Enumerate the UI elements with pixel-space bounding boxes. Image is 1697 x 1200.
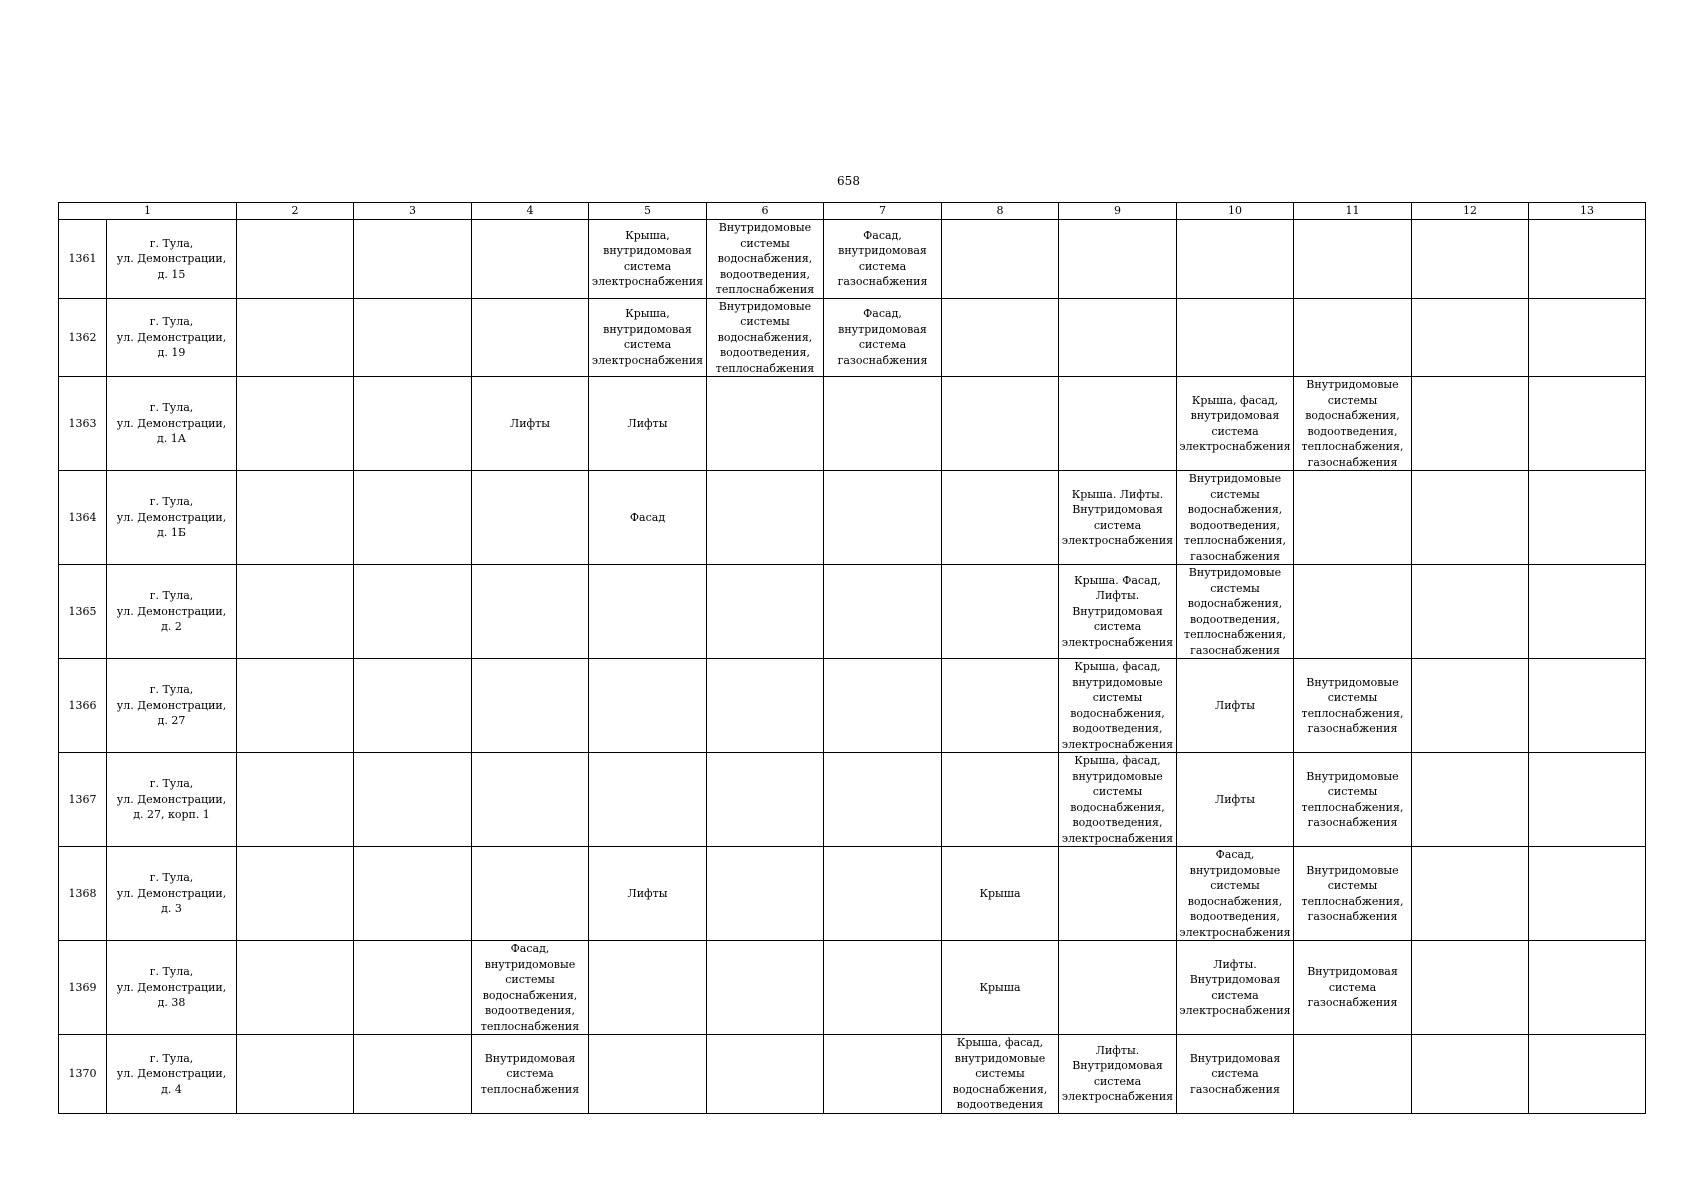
row-cell-col-11: [1294, 565, 1412, 659]
row-cell-col-2: [237, 220, 354, 299]
row-cell-col-9: Лифты. Внутридомовая система электроснабжения: [1059, 1035, 1177, 1114]
table-row: [59, 377, 1646, 471]
row-address: г. Тула, ул. Демонстрации, д. 1А: [107, 377, 237, 471]
row-cell-col-8: [942, 220, 1059, 299]
header-col-7: 7: [824, 203, 942, 220]
row-cell-col-3: [354, 847, 472, 941]
repair-schedule-table: [58, 202, 1646, 1114]
table-row: [59, 471, 1646, 565]
row-cell-col-9: [1059, 298, 1177, 377]
row-address: г. Тула, ул. Демонстрации, д. 4: [107, 1035, 237, 1114]
row-cell-col-7: [824, 847, 942, 941]
row-cell-col-11: Внутридомовые системы теплоснабжения, газоснабжения: [1294, 847, 1412, 941]
row-cell-col-4: [472, 220, 589, 299]
row-cell-col-2: [237, 659, 354, 753]
row-cell-col-4: [472, 753, 589, 847]
table-row: [59, 753, 1646, 847]
row-cell-col-5: Лифты: [589, 847, 707, 941]
row-address: г. Тула, ул. Демонстрации, д. 1Б: [107, 471, 237, 565]
table-body: [59, 220, 1646, 1114]
row-cell-col-4: [472, 847, 589, 941]
row-cell-col-4: [472, 565, 589, 659]
row-cell-col-4: Внутридомовая система теплоснабжения: [472, 1035, 589, 1114]
row-cell-col-7: [824, 659, 942, 753]
row-cell-col-8: Крыша: [942, 847, 1059, 941]
row-cell-col-6: [707, 471, 824, 565]
table-row: [59, 220, 1646, 299]
row-cell-col-11: Внутридомовые системы водоснабжения, водоотведения, теплоснабжения, газоснабжения: [1294, 377, 1412, 471]
row-number: 1368: [59, 847, 107, 941]
header-row: [59, 203, 1646, 220]
row-cell-col-8: [942, 298, 1059, 377]
row-cell-col-2: [237, 1035, 354, 1114]
row-cell-col-5: Крыша, внутридомовая система электроснабжения: [589, 220, 707, 299]
row-cell-col-10: Лифты: [1177, 659, 1294, 753]
row-cell-col-10: Крыша, фасад, внутридомовая система электроснабжения: [1177, 377, 1294, 471]
row-address: г. Тула, ул. Демонстрации, д. 19: [107, 298, 237, 377]
row-cell-col-3: [354, 941, 472, 1035]
row-cell-col-3: [354, 377, 472, 471]
table-row: [59, 659, 1646, 753]
row-cell-col-8: Крыша, фасад, внутридомовые системы водоснабжения, водоотведения: [942, 1035, 1059, 1114]
row-cell-col-2: [237, 298, 354, 377]
row-cell-col-12: [1412, 941, 1529, 1035]
row-cell-col-2: [237, 753, 354, 847]
row-cell-col-3: [354, 1035, 472, 1114]
row-cell-col-13: [1529, 941, 1646, 1035]
row-cell-col-10: Внутридомовая система газоснабжения: [1177, 1035, 1294, 1114]
row-cell-col-2: [237, 471, 354, 565]
row-cell-col-9: [1059, 941, 1177, 1035]
row-cell-col-3: [354, 659, 472, 753]
header-col-2: 2: [237, 203, 354, 220]
row-cell-col-10: Внутридомовые системы водоснабжения, водоотведения, теплоснабжения, газоснабжения: [1177, 565, 1294, 659]
row-cell-col-11: Внутридомовая система газоснабжения: [1294, 941, 1412, 1035]
row-cell-col-12: [1412, 377, 1529, 471]
table-row: [59, 298, 1646, 377]
row-cell-col-5: [589, 565, 707, 659]
row-cell-col-12: [1412, 565, 1529, 659]
row-number: 1369: [59, 941, 107, 1035]
row-cell-col-11: [1294, 471, 1412, 565]
row-cell-col-9: Крыша, фасад, внутридомовые системы водоснабжения, водоотведения, электроснабжения: [1059, 659, 1177, 753]
row-cell-col-6: [707, 753, 824, 847]
row-cell-col-5: [589, 753, 707, 847]
header-col-9: 9: [1059, 203, 1177, 220]
row-cell-col-7: [824, 1035, 942, 1114]
row-cell-col-11: [1294, 1035, 1412, 1114]
row-cell-col-13: [1529, 659, 1646, 753]
row-cell-col-13: [1529, 377, 1646, 471]
row-address: г. Тула, ул. Демонстрации, д. 38: [107, 941, 237, 1035]
row-cell-col-13: [1529, 847, 1646, 941]
row-cell-col-9: [1059, 847, 1177, 941]
row-cell-col-6: [707, 377, 824, 471]
header-col-10: 10: [1177, 203, 1294, 220]
row-cell-col-11: Внутридомовые системы теплоснабжения, газоснабжения: [1294, 753, 1412, 847]
row-number: 1361: [59, 220, 107, 299]
row-cell-col-12: [1412, 659, 1529, 753]
row-cell-col-3: [354, 565, 472, 659]
header-col-6: 6: [707, 203, 824, 220]
row-cell-col-9: Крыша, фасад, внутридомовые системы водоснабжения, водоотведения, электроснабжения: [1059, 753, 1177, 847]
row-cell-col-6: [707, 847, 824, 941]
row-number: 1363: [59, 377, 107, 471]
row-number: 1364: [59, 471, 107, 565]
row-address: г. Тула, ул. Демонстрации, д. 15: [107, 220, 237, 299]
row-cell-col-10: Внутридомовые системы водоснабжения, водоотведения, теплоснабжения, газоснабжения: [1177, 471, 1294, 565]
row-cell-col-7: [824, 941, 942, 1035]
row-cell-col-5: [589, 1035, 707, 1114]
row-address: г. Тула, ул. Демонстрации, д. 3: [107, 847, 237, 941]
row-cell-col-12: [1412, 471, 1529, 565]
row-cell-col-8: [942, 377, 1059, 471]
row-cell-col-5: [589, 941, 707, 1035]
row-cell-col-5: Крыша, внутридомовая система электроснабжения: [589, 298, 707, 377]
row-cell-col-5: Лифты: [589, 377, 707, 471]
row-cell-col-8: [942, 471, 1059, 565]
row-cell-col-7: Фасад, внутридомовая система газоснабжения: [824, 220, 942, 299]
row-cell-col-7: [824, 565, 942, 659]
row-cell-col-6: Внутридомовые системы водоснабжения, водоотведения, теплоснабжения: [707, 298, 824, 377]
row-number: 1370: [59, 1035, 107, 1114]
row-cell-col-8: [942, 565, 1059, 659]
page-number: 658: [837, 174, 860, 188]
row-cell-col-2: [237, 377, 354, 471]
row-cell-col-12: [1412, 1035, 1529, 1114]
row-address: г. Тула, ул. Демонстрации, д. 2: [107, 565, 237, 659]
header-col-5: 5: [589, 203, 707, 220]
header-col-3: 3: [354, 203, 472, 220]
row-cell-col-13: [1529, 1035, 1646, 1114]
row-cell-col-3: [354, 471, 472, 565]
row-cell-col-4: Фасад, внутридомовые системы водоснабжения, водоотведения, теплоснабжения: [472, 941, 589, 1035]
row-cell-col-11: Внутридомовые системы теплоснабжения, газоснабжения: [1294, 659, 1412, 753]
header-col-12: 12: [1412, 203, 1529, 220]
row-cell-col-9: [1059, 377, 1177, 471]
row-cell-col-4: Лифты: [472, 377, 589, 471]
row-cell-col-7: Фасад, внутридомовая система газоснабжения: [824, 298, 942, 377]
row-cell-col-13: [1529, 220, 1646, 299]
header-col-8: 8: [942, 203, 1059, 220]
row-cell-col-2: [237, 941, 354, 1035]
row-cell-col-10: Фасад, внутридомовые системы водоснабжения, водоотведения, электроснабжения: [1177, 847, 1294, 941]
row-cell-col-8: [942, 659, 1059, 753]
row-address: г. Тула, ул. Демонстрации, д. 27: [107, 659, 237, 753]
row-cell-col-2: [237, 565, 354, 659]
row-cell-col-5: [589, 659, 707, 753]
row-cell-col-9: [1059, 220, 1177, 299]
row-cell-col-12: [1412, 847, 1529, 941]
row-number: 1366: [59, 659, 107, 753]
row-cell-col-6: [707, 659, 824, 753]
row-cell-col-7: [824, 471, 942, 565]
row-cell-col-7: [824, 753, 942, 847]
row-cell-col-11: [1294, 220, 1412, 299]
row-cell-col-4: [472, 471, 589, 565]
row-cell-col-12: [1412, 753, 1529, 847]
header-col-4: 4: [472, 203, 589, 220]
row-cell-col-13: [1529, 753, 1646, 847]
row-number: 1362: [59, 298, 107, 377]
row-cell-col-7: [824, 377, 942, 471]
row-cell-col-10: Лифты: [1177, 753, 1294, 847]
header-col-13: 13: [1529, 203, 1646, 220]
row-cell-col-8: [942, 753, 1059, 847]
table-row: [59, 941, 1646, 1035]
row-cell-col-6: [707, 941, 824, 1035]
row-cell-col-3: [354, 753, 472, 847]
row-number: 1365: [59, 565, 107, 659]
table-row: [59, 1035, 1646, 1114]
row-cell-col-10: [1177, 298, 1294, 377]
row-cell-col-9: Крыша. Лифты. Внутридомовая система электроснабжения: [1059, 471, 1177, 565]
row-cell-col-4: [472, 298, 589, 377]
row-cell-col-13: [1529, 471, 1646, 565]
row-cell-col-13: [1529, 298, 1646, 377]
header-col-11: 11: [1294, 203, 1412, 220]
row-cell-col-10: Лифты. Внутридомовая система электроснабжения: [1177, 941, 1294, 1035]
row-cell-col-6: [707, 565, 824, 659]
row-cell-col-4: [472, 659, 589, 753]
row-cell-col-13: [1529, 565, 1646, 659]
header-col-1: 1: [59, 203, 237, 220]
row-cell-col-9: Крыша. Фасад, Лифты. Внутридомовая система электроснабжения: [1059, 565, 1177, 659]
row-cell-col-6: Внутридомовые системы водоснабжения, водоотведения, теплоснабжения: [707, 220, 824, 299]
row-cell-col-3: [354, 298, 472, 377]
row-cell-col-12: [1412, 298, 1529, 377]
row-cell-col-6: [707, 1035, 824, 1114]
row-cell-col-11: [1294, 298, 1412, 377]
row-number: 1367: [59, 753, 107, 847]
table-row: [59, 565, 1646, 659]
row-cell-col-3: [354, 220, 472, 299]
row-cell-col-8: Крыша: [942, 941, 1059, 1035]
row-cell-col-2: [237, 847, 354, 941]
row-address: г. Тула, ул. Демонстрации, д. 27, корп. 1: [107, 753, 237, 847]
row-cell-col-10: [1177, 220, 1294, 299]
row-cell-col-12: [1412, 220, 1529, 299]
row-cell-col-5: Фасад: [589, 471, 707, 565]
table-row: [59, 847, 1646, 941]
